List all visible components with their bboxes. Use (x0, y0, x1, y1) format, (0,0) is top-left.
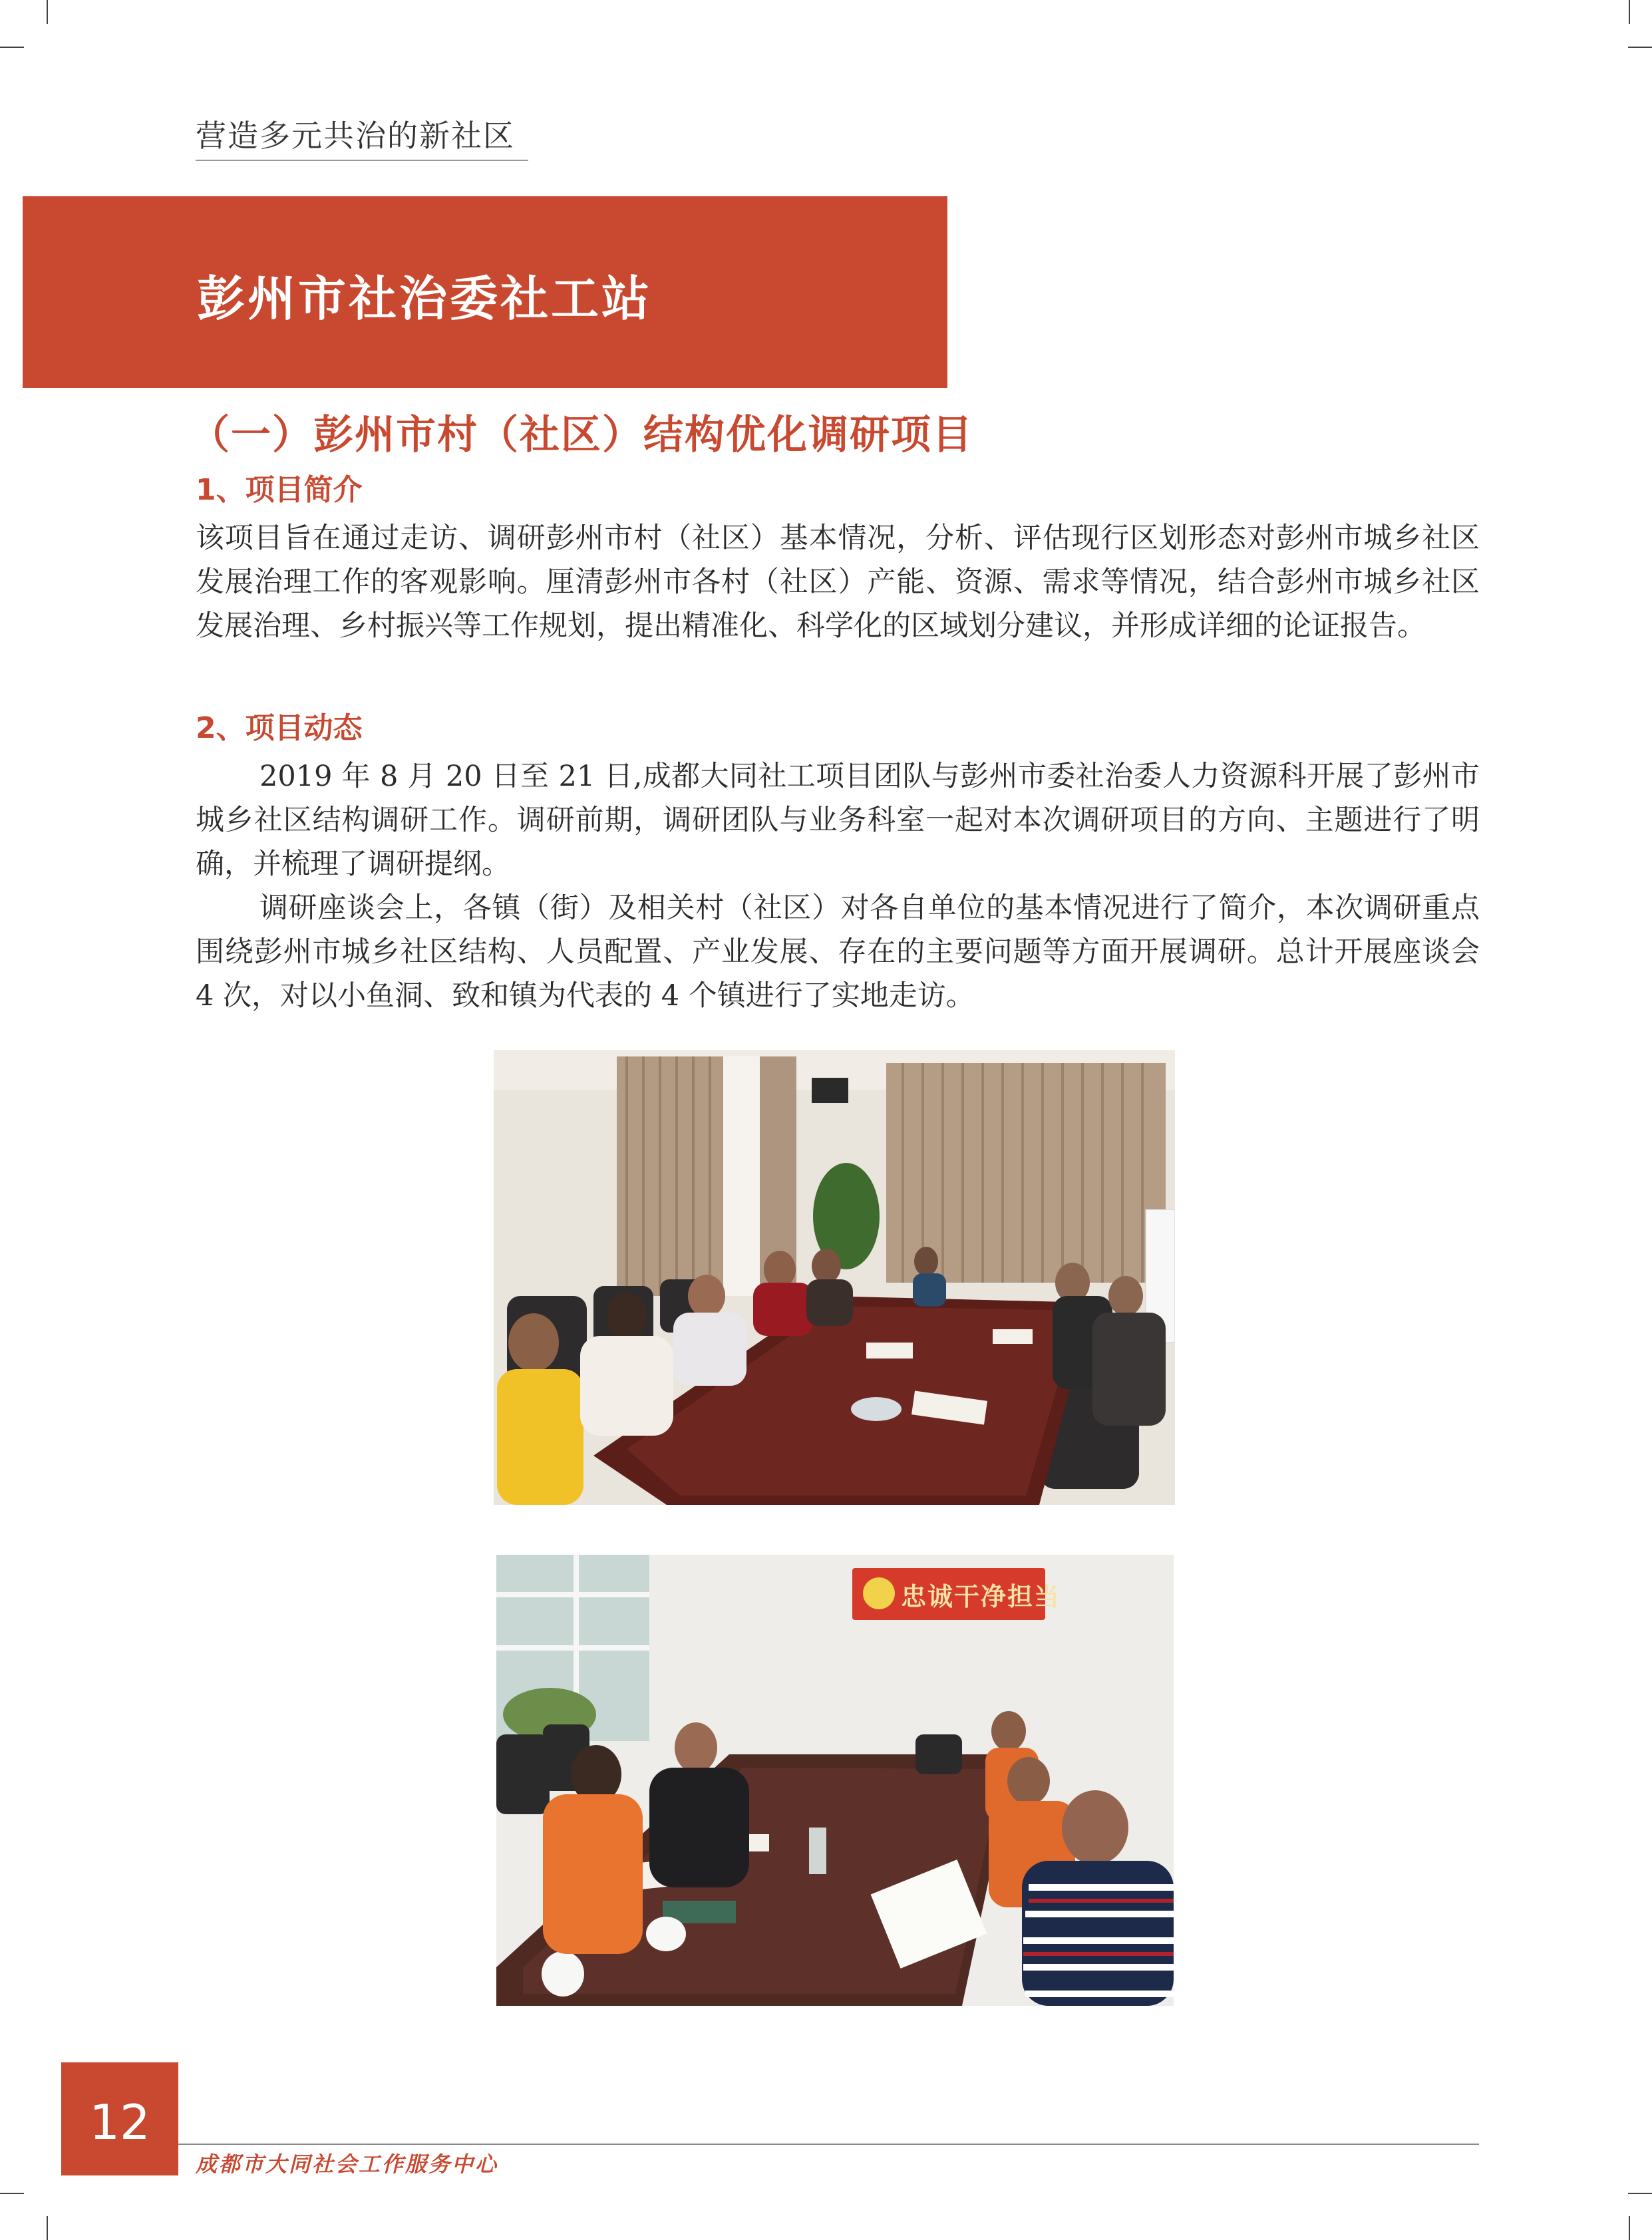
meeting-photo-1 (494, 1050, 1175, 1505)
dynamics-paragraph-1: 2019 年 8 月 20 日至 21 日,成都大同社工项目团队与彭州市委社治委人力资源科开展了彭州市城乡社区结构调研工作。调研前期，调研团队与业务科室一起对本次调研项目的方向、主题进行了明确，并梳理了调研提纲。 (196, 760, 1480, 881)
crop-mark (1629, 0, 1630, 24)
banner-title: 彭州市社治委社工站 (197, 271, 653, 327)
header-divider (196, 160, 528, 161)
footer-divider (178, 2144, 1479, 2145)
crop-mark (1628, 47, 1652, 48)
crop-mark (1628, 2193, 1652, 2194)
crop-mark (0, 47, 24, 48)
title-banner (23, 196, 947, 388)
meeting-photo-2 (496, 1555, 1174, 2006)
page-number: 12 (89, 2094, 150, 2150)
dynamics-paragraph-2: 调研座谈会上，各镇（街）及相关村（社区）对各自单位的基本情况进行了简介，本次调研重点围绕彭州市城乡社区结构、人员配置、产业发展、存在的主要问题等方面开展调研。总计开展座谈会 4 次，对以小鱼洞、致和镇为代表的 4 个镇进行了实地走访。 (196, 891, 1480, 1013)
footer-organization: 成都市大同社会工作服务中心 (196, 2152, 499, 2177)
crop-mark (47, 2216, 48, 2240)
crop-mark (1629, 2216, 1630, 2240)
crop-mark (0, 2193, 24, 2194)
running-header: 营造多元共治的新社区 (196, 118, 515, 154)
crop-mark (47, 0, 48, 24)
dynamics-heading: 2、项目动态 (196, 711, 363, 745)
section-title: （一）彭州市村（社区）结构优化调研项目 (190, 412, 973, 458)
page-number-box (61, 2062, 178, 2175)
intro-heading: 1、项目简介 (196, 473, 363, 507)
wall-banner-text: 忠诚干净担当 (901, 1582, 1061, 1611)
intro-paragraph: 该项目旨在通过走访、调研彭州市村（社区）基本情况，分析、评估现行区划形态对彭州市城乡社区发展治理工作的客观影响。厘清彭州市各村（社区）产能、资源、需求等情况，结合彭州市城乡社区发展治理、乡村振兴等工作规划，提出精准化、科学化的区域划分建议，并形成详细的论证报告。 (196, 522, 1480, 643)
